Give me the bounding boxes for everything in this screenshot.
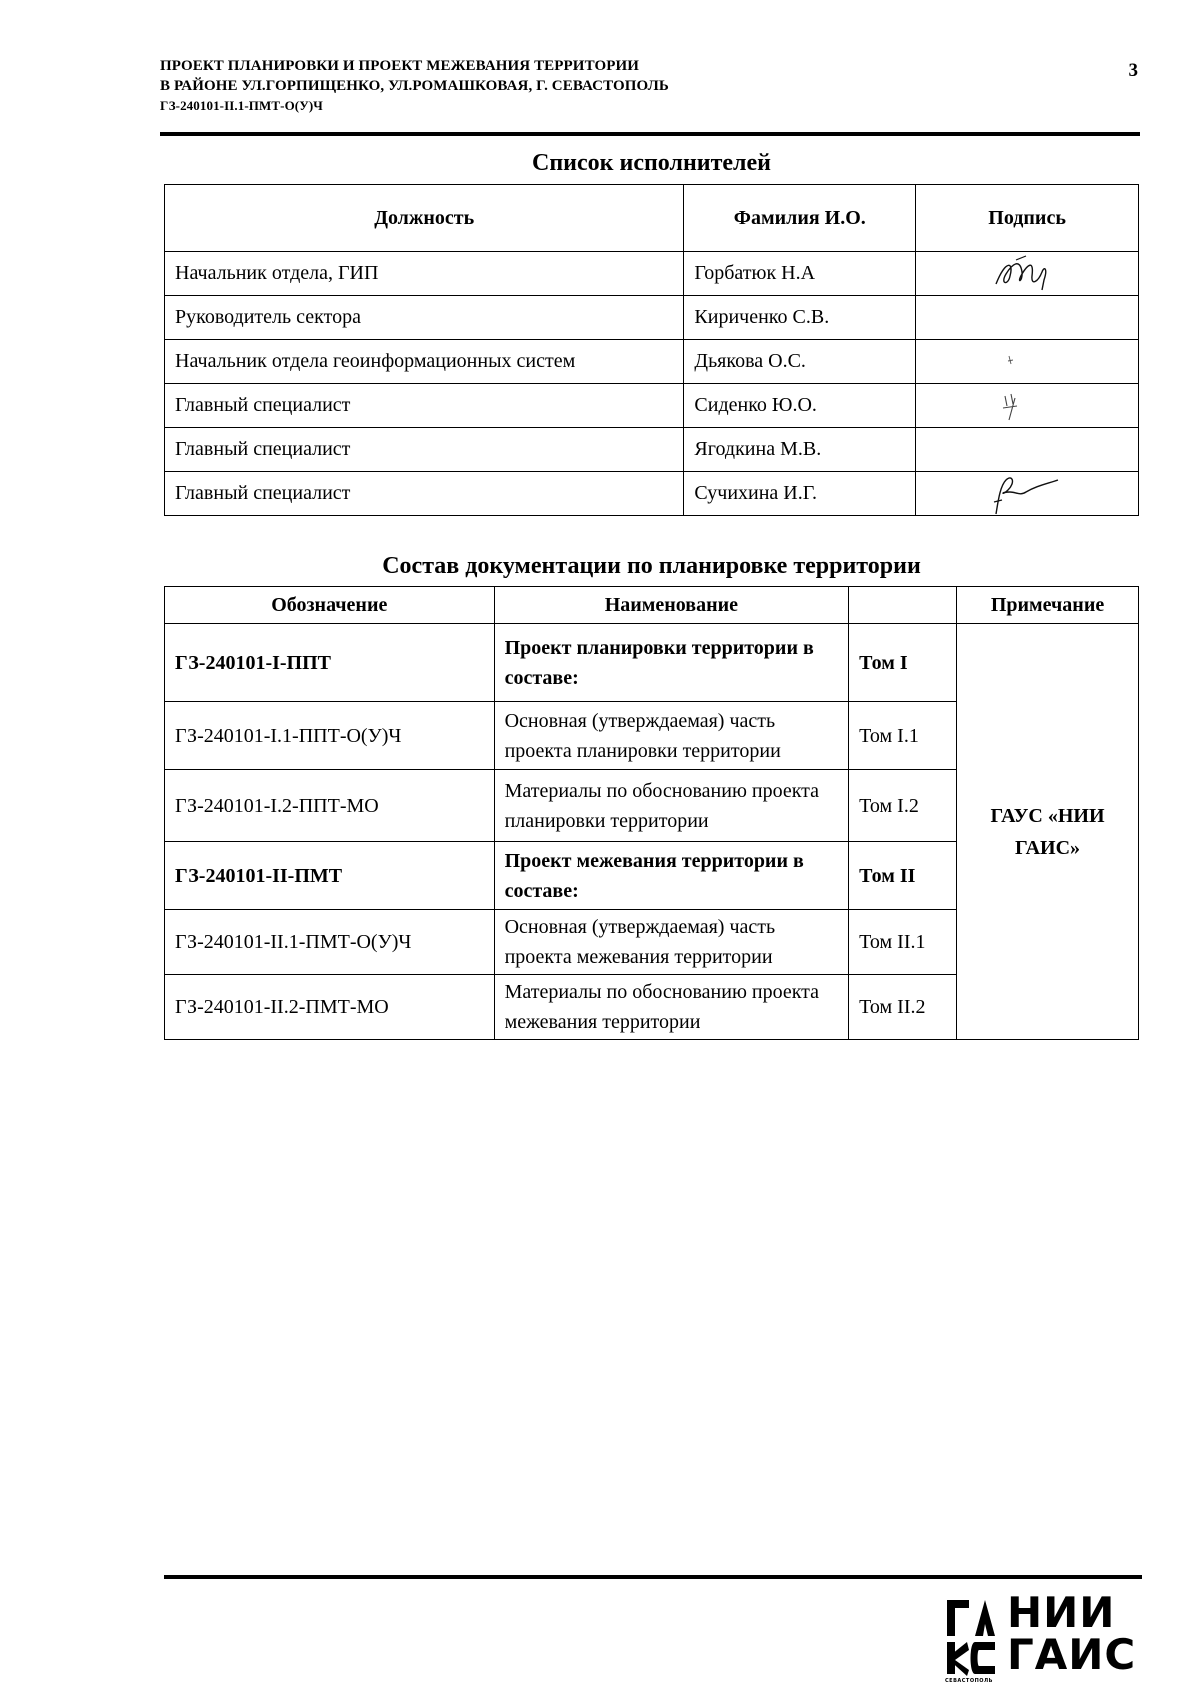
column-header-name: Фамилия И.О. bbox=[684, 185, 916, 252]
executor-name: Кириченко С.В. bbox=[684, 296, 916, 340]
document-code: ГЗ-240101-II.2-ПМТ-МО bbox=[165, 975, 495, 1040]
executor-name: Сиденко Ю.О. bbox=[684, 384, 916, 428]
logo-city: СЕВАСТОПОЛЬ bbox=[945, 1678, 993, 1684]
column-header-position: Должность bbox=[165, 185, 684, 252]
executor-name: Горбатюк Н.А bbox=[684, 252, 916, 296]
note-organization: ГАУС «НИИ ГАИС» bbox=[957, 624, 1139, 1040]
executor-position: Руководитель сектора bbox=[165, 296, 684, 340]
executors-table bbox=[164, 184, 1139, 516]
header-divider bbox=[160, 132, 1140, 136]
executor-name: Дьякова О.С. bbox=[684, 340, 916, 384]
document-title: Основная (утверждаемая) часть проекта межевания территории bbox=[494, 910, 849, 975]
executor-position: Главный специалист bbox=[165, 472, 684, 516]
table-row bbox=[165, 384, 1139, 428]
signature-cell bbox=[916, 296, 1139, 340]
document-title: Проект планировки территории в составе: bbox=[494, 624, 849, 702]
document-code: ГЗ-240101-I.2-ППТ-МО bbox=[165, 770, 495, 842]
header-title-line-1: ПРОЕКТ ПЛАНИРОВКИ И ПРОЕКТ МЕЖЕВАНИЯ ТЕРРИТОРИИ bbox=[160, 58, 640, 74]
document-volume: Том I.2 bbox=[849, 770, 957, 842]
document-title: Основная (утверждаемая) часть проекта планировки территории bbox=[494, 702, 849, 770]
signature-cell bbox=[916, 384, 1139, 428]
signature-cell bbox=[916, 252, 1139, 296]
document-title: Материалы по обоснованию проекта межевания территории bbox=[494, 975, 849, 1040]
document-volume: Том II.2 bbox=[849, 975, 957, 1040]
documentation-title: Состав документации по планировке территории bbox=[382, 553, 921, 579]
executor-name: Сучихина И.Г. bbox=[684, 472, 916, 516]
executor-position: Главный специалист bbox=[165, 428, 684, 472]
footer-divider bbox=[164, 1575, 1142, 1579]
document-volume: Том II.1 bbox=[849, 910, 957, 975]
handwritten-signature bbox=[1001, 352, 1021, 372]
table-row bbox=[165, 296, 1139, 340]
logo-word-gais: ГАИС bbox=[1007, 1630, 1137, 1679]
document-volume: Том I bbox=[849, 624, 957, 702]
signature-cell bbox=[916, 428, 1139, 472]
column-header-signature: Подпись bbox=[916, 185, 1139, 252]
document-volume: Том II bbox=[849, 842, 957, 910]
handwritten-signature bbox=[986, 254, 1066, 294]
logo-word-nii: НИИ bbox=[1007, 1588, 1116, 1637]
document-title: Материалы по обоснованию проекта планировки территории bbox=[494, 770, 849, 842]
document-code: ГЗ-240101-II-ПМТ bbox=[165, 842, 495, 910]
organization-logo bbox=[945, 1590, 1145, 1690]
documentation-header-row bbox=[165, 587, 1139, 624]
document-title: Проект межевания территории в составе: bbox=[494, 842, 849, 910]
column-header-designation: Обозначение bbox=[165, 587, 495, 624]
table-row bbox=[165, 624, 1139, 702]
executor-position: Начальник отдела геоинформационных систем bbox=[165, 340, 684, 384]
executors-title: Список исполнителей bbox=[532, 150, 771, 176]
document-code: ГЗ-240101-I.1-ППТ-О(У)Ч bbox=[165, 702, 495, 770]
signature-cell bbox=[916, 472, 1139, 516]
page-number: 3 bbox=[1128, 60, 1138, 81]
column-header-volume bbox=[849, 587, 957, 624]
documentation-table bbox=[164, 586, 1139, 1040]
handwritten-signature bbox=[991, 386, 1031, 426]
document-code: ГЗ-240101-I-ППТ bbox=[165, 624, 495, 702]
document-header bbox=[160, 56, 1140, 116]
table-row bbox=[165, 472, 1139, 516]
executor-name: Ягодкина М.В. bbox=[684, 428, 916, 472]
executor-position: Начальник отдела, ГИП bbox=[165, 252, 684, 296]
column-header-note: Примечание bbox=[957, 587, 1139, 624]
executor-position: Главный специалист bbox=[165, 384, 684, 428]
table-row bbox=[165, 252, 1139, 296]
header-document-code: ГЗ-240101-II.1-ПМТ-О(У)Ч bbox=[160, 98, 323, 113]
table-row bbox=[165, 428, 1139, 472]
signature-cell bbox=[916, 340, 1139, 384]
document-volume: Том I.1 bbox=[849, 702, 957, 770]
header-title-line-2: В РАЙОНЕ УЛ.ГОРПИЩЕНКО, УЛ.РОМАШКОВАЯ, Г. СЕВАСТОПОЛЬ bbox=[160, 78, 669, 94]
document-code: ГЗ-240101-II.1-ПМТ-О(У)Ч bbox=[165, 910, 495, 975]
logo-mark-icon bbox=[945, 1596, 997, 1676]
executors-header-row bbox=[165, 185, 1139, 252]
table-row bbox=[165, 340, 1139, 384]
handwritten-signature bbox=[976, 472, 1066, 516]
column-header-title: Наименование bbox=[494, 587, 849, 624]
